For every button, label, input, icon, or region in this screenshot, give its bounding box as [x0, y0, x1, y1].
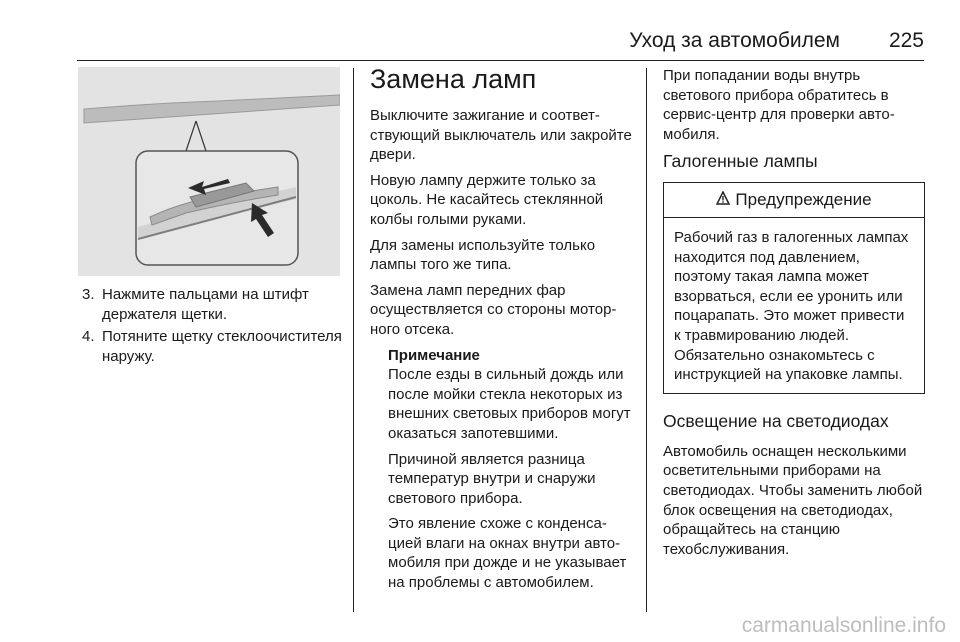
- note-paragraph: После езды в сильный дождь или после мойки стекла некоторых из внешних световых приборов могут оказаться запотевшими.: [388, 366, 631, 442]
- warning-header: [664, 183, 924, 218]
- paragraph: Автомобиль оснащен несколькими осветительными приборами на светодиодах. Чтобы заменить любой блок освещения на светодиодах, обращайтесь на станцию техобслуживания.: [663, 442, 923, 558]
- subhead-led: Освещение на светодиодах: [663, 410, 889, 431]
- paragraph: Для замены используйте только лампы того же типа.: [370, 236, 596, 274]
- paragraph: Новую лампу держите только за цоколь. Не касайтесь стеклянной колбы голыми руками.: [370, 171, 604, 228]
- warning-box: [663, 182, 925, 393]
- warning-text: Рабочий газ в галогенных лампах находится под давлением, поэтому такая лампа может взорваться, если ее уронить или поцарапать. Это может привести к травмированию людей. Обязательно ознакомьтесь с инструкцией на упаковке лампы.: [674, 228, 909, 384]
- step-4: 4. Потяните щетку стеклоочистителя наружу.: [82, 328, 342, 365]
- wiper-figure: [78, 67, 340, 276]
- watermark: carmanualsonline.info: [741, 614, 946, 637]
- note-title: Примечание: [388, 346, 480, 364]
- section-title-lamp-replacement: Замена ламп: [370, 64, 537, 94]
- header-rule: [77, 60, 924, 61]
- warning-title: Предупреждение: [735, 190, 872, 210]
- page-header-title: Уход за автомобилем: [629, 29, 840, 52]
- paragraph: Выключите зажигание и соответствующий выключатель или закройте двери.: [370, 107, 632, 164]
- warning-triangle-icon: [716, 190, 730, 210]
- subhead-halogen: Галогенные лампы: [663, 151, 818, 172]
- column-divider-1: [353, 68, 354, 612]
- pointer-line: [186, 121, 196, 151]
- steps-list: [78, 285, 348, 369]
- note-paragraph: Причиной является разница температур внутри и снаружи светового прибора.: [388, 450, 596, 507]
- paragraph: Замена ламп передних фар осуществляется со стороны моторного отсека.: [370, 281, 617, 338]
- note-paragraph: Это явление схоже с конденсацией влаги на окнах внутри автомобиля при дожде и не указывает на проблемы с автомобилем.: [388, 515, 627, 592]
- column-divider-2: [646, 68, 647, 612]
- page-number: 225: [888, 29, 924, 52]
- middle-column: [370, 64, 632, 599]
- right-column: [663, 66, 925, 565]
- paragraph: При попадании воды внутрь светового прибора обратитесь в сервис-центр для проверки автомобиля.: [663, 67, 895, 143]
- note-block: [370, 346, 632, 593]
- step-3: 3. Нажмите пальцами на штифт держателя щетки.: [82, 286, 309, 323]
